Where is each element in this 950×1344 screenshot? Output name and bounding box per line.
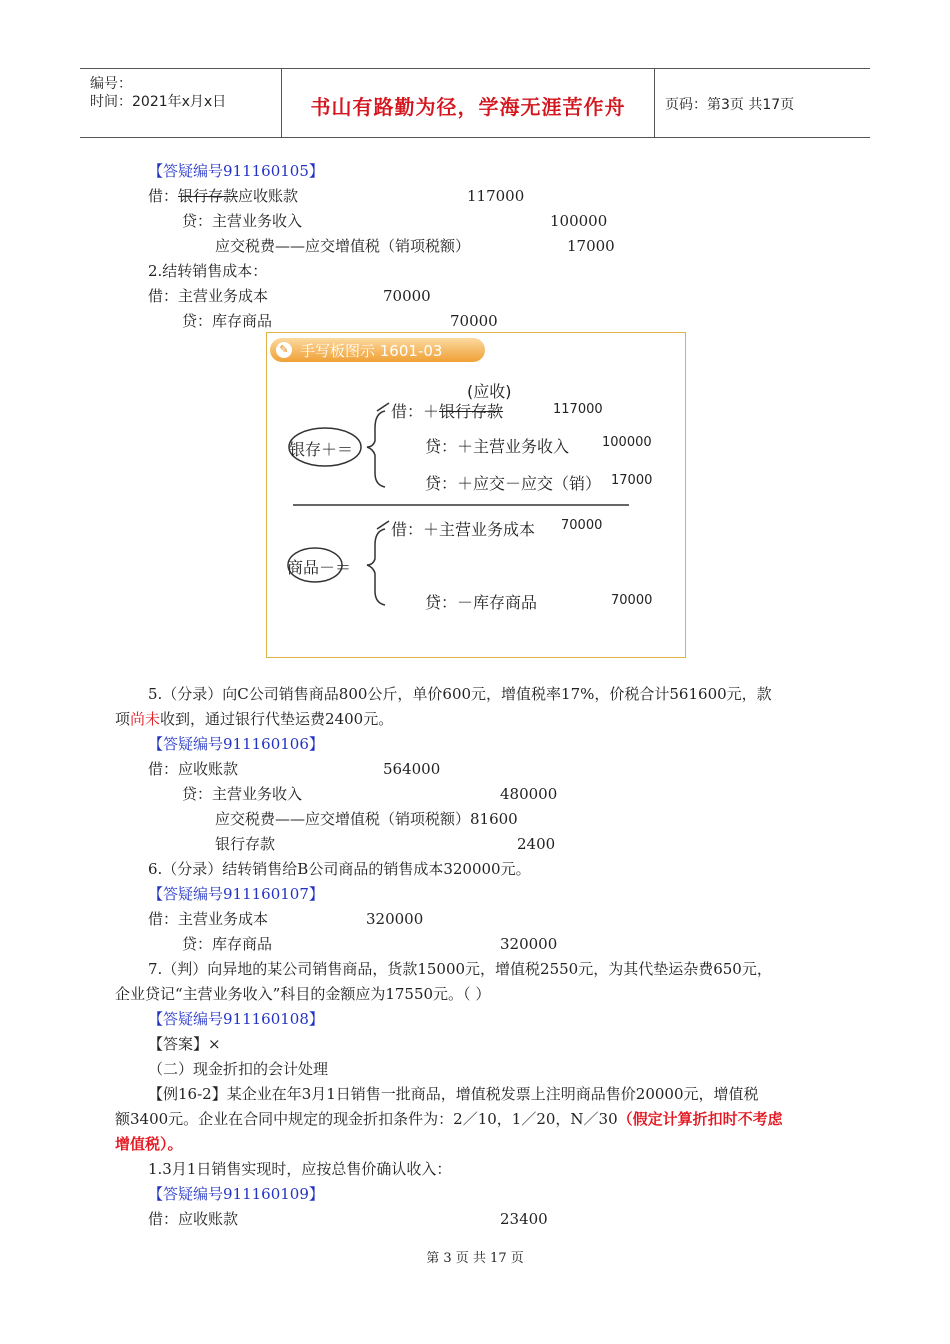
hw-debit-2: 借：＋主营业务成本	[391, 520, 536, 539]
hw-credit-1: 贷：＋主营业务收入	[425, 437, 570, 456]
hw-credit-3: 贷：－库存商品	[425, 593, 538, 612]
hw-amount: 70000	[611, 593, 653, 608]
text-segment: 项	[115, 710, 131, 728]
handwriting-board-title: 手写板图示 1601-03	[300, 342, 443, 360]
text-segment: 收到，通过银行代垫运费2400元。	[160, 710, 394, 728]
step-heading: 2.结转销售成本：	[148, 262, 268, 280]
hw-struck-account: 银行存款	[439, 402, 504, 421]
qa-code-5[interactable]: 【答疑编号911160109】	[148, 1185, 324, 1203]
entry-line-2: 贷：主营业务收入	[182, 212, 303, 230]
hw-receivable-note: (应收)	[467, 382, 512, 401]
emphasis-text: （假定计算折扣时不考虑	[617, 1110, 783, 1128]
question-7-line-2: 企业贷记“主营业务收入”科目的金额应为17550元。（ ）	[115, 985, 491, 1003]
header-motto: 书山有路勤为径，学海无涯苦作舟	[310, 95, 626, 119]
entry-amount: 320000	[366, 910, 424, 928]
entry-amount: 70000	[450, 312, 498, 330]
entry-line-5: 借：主营业务成本	[148, 287, 269, 305]
pen-icon: ✎	[276, 342, 292, 358]
hw-amount: 70000	[561, 518, 603, 533]
hw-debit-prefix: 借：＋	[391, 402, 440, 421]
entry-line-3: 应交税费——应交增值税（销项税额）	[215, 237, 471, 255]
entry-line: 银行存款	[215, 835, 276, 853]
entry-prefix: 借：	[148, 187, 179, 205]
hw-goods-label: 商品－＝	[287, 558, 352, 577]
entry-line: 借：主营业务成本	[148, 910, 269, 928]
hw-debit-1	[391, 399, 503, 422]
entry-amount: 2400	[517, 835, 556, 853]
qa-code-1[interactable]: 【答疑编号911160105】	[148, 162, 324, 180]
entry-line: 贷：主营业务收入	[182, 785, 303, 803]
page-header	[80, 68, 870, 138]
hw-amount: 17000	[611, 473, 653, 488]
entry-amount: 320000	[500, 935, 558, 953]
page-footer: 第 3 页 共 17 页	[426, 1251, 524, 1266]
entry-amount: 564000	[383, 760, 441, 778]
entry-line-1	[148, 186, 298, 206]
qa-code-2[interactable]: 【答疑编号911160106】	[148, 735, 324, 753]
entry-line: 借：应收账款	[148, 760, 239, 778]
doc-number-label: 编号：	[90, 76, 132, 92]
example-line-1: 【例16-2】某企业在年3月1日销售一批商品，增值税发票上注明商品售价20000元，增值税	[148, 1085, 759, 1103]
hw-bank-label: 银存＋＝	[289, 440, 354, 459]
handwriting-board-figure	[266, 332, 686, 658]
header-meta-cell	[80, 69, 282, 137]
doc-time-label: 时间：2021年x月x日	[90, 94, 227, 110]
struck-account: 银行存款	[178, 187, 239, 205]
entry-amount: 23400	[500, 1210, 548, 1228]
entry-amount: 100000	[550, 212, 608, 230]
question-7-line-1: 7.（判）向异地的某公司销售商品，货款15000元，增值税2550元，为其代垫运杂费650元，	[148, 960, 772, 978]
qa-code-4[interactable]: 【答疑编号911160108】	[148, 1010, 324, 1028]
entry-amount: 480000	[500, 785, 558, 803]
entry-amount: 17000	[567, 237, 615, 255]
qa-code-3[interactable]: 【答疑编号911160107】	[148, 885, 324, 903]
emphasis-text: 尚未	[130, 710, 161, 728]
entry-line: 应交税费——应交增值税（销项税额）81600	[215, 810, 518, 828]
text-segment: 额3400元。企业在合同中规定的现金折扣条件为：2／10，1／20，N／30	[115, 1110, 618, 1128]
header-page-label: 页码：第3页 共17页	[665, 97, 795, 113]
question-5-line-1: 5.（分录）向C公司销售商品800公斤，单价600元，增值税率17%，价税合计561600元，款	[148, 685, 772, 703]
entry-line-6: 贷：库存商品	[182, 312, 273, 330]
header-page-cell	[655, 69, 870, 137]
emphasis-text: 增值税）。	[115, 1135, 183, 1153]
entry-amount: 70000	[383, 287, 431, 305]
hw-credit-2: 贷：＋应交－应交（销）	[425, 474, 602, 493]
entry-account: 应收账款	[238, 187, 299, 205]
hw-amount: 117000	[553, 402, 603, 417]
question-5-line-2	[115, 709, 393, 729]
section-heading: （二）现金折扣的会计处理	[148, 1060, 329, 1078]
example-line-2	[115, 1109, 783, 1129]
entry-line: 借：应收账款	[148, 1210, 239, 1228]
hw-amount: 100000	[602, 435, 652, 450]
header-motto-cell	[282, 69, 655, 137]
question-6: 6.（分录）结转销售给B公司商品的销售成本320000元。	[148, 860, 531, 878]
entry-line: 贷：库存商品	[182, 935, 273, 953]
answer-line: 【答案】×	[148, 1035, 221, 1053]
step-heading: 1.3月1日销售实现时，应按总售价确认收入：	[148, 1160, 452, 1178]
entry-amount: 117000	[467, 187, 525, 205]
